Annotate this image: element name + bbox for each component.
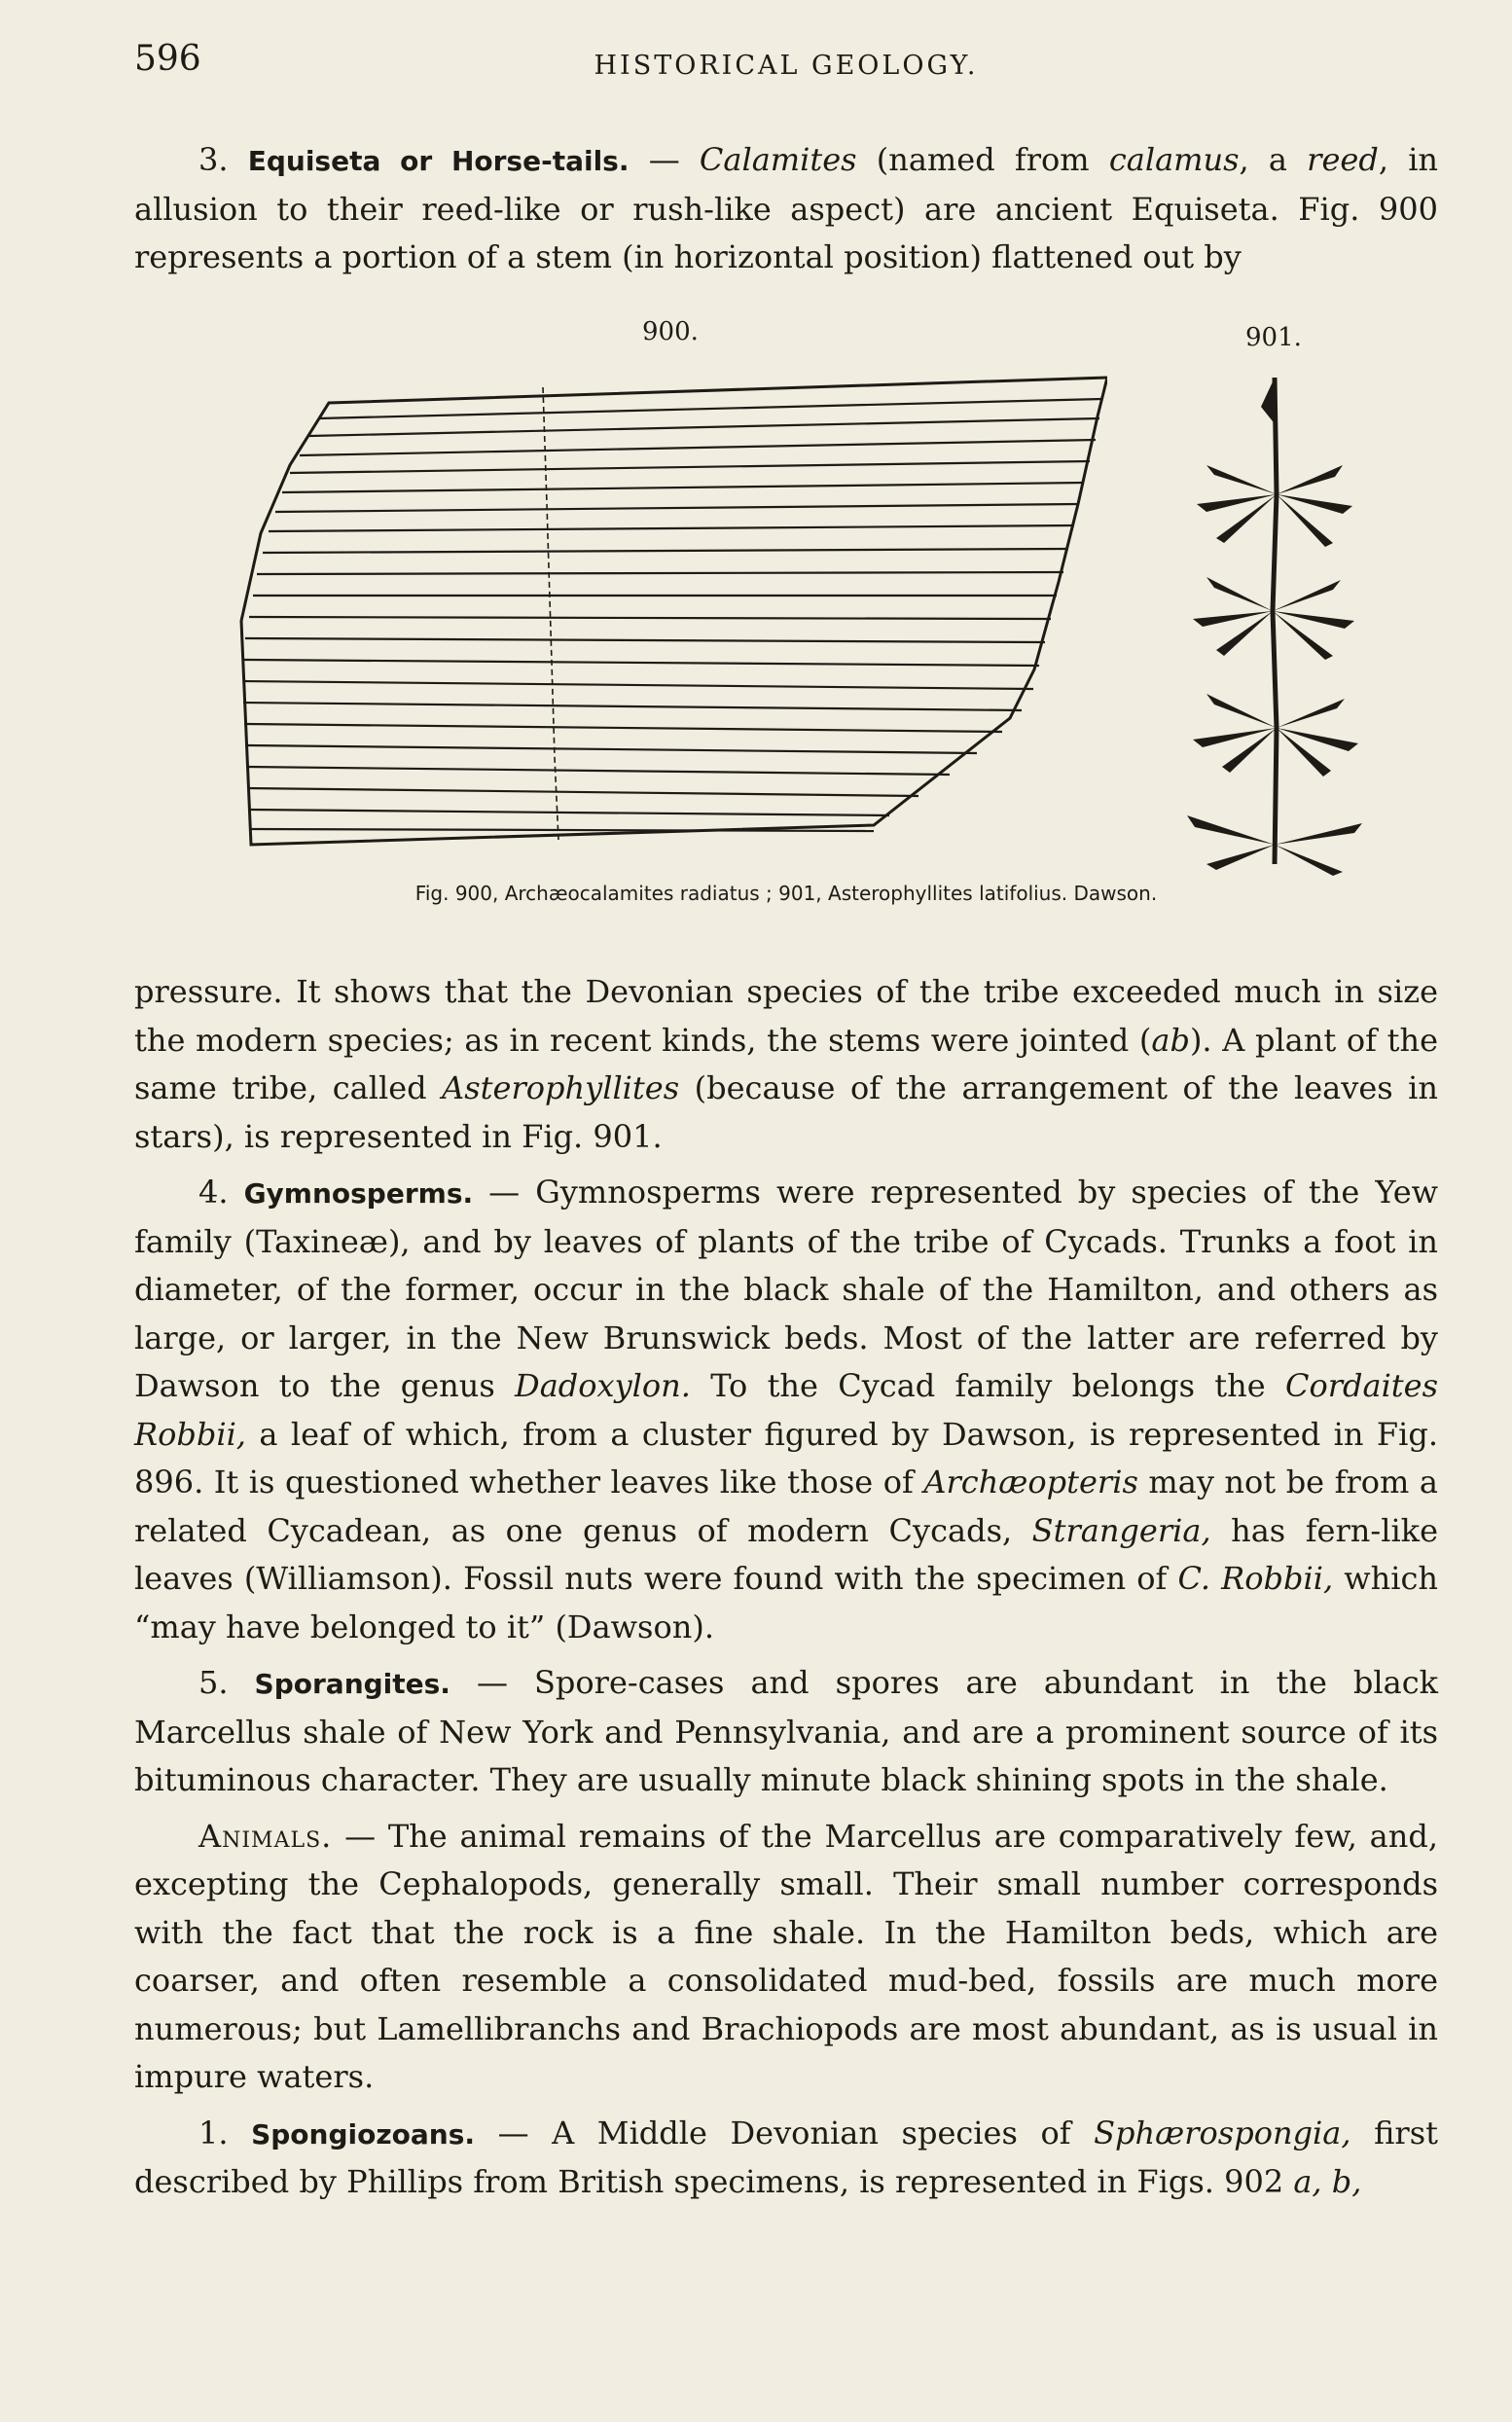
paragraph-equiseta: 3. Equiseta or Horse-tails. — Calamites (named from calamus, a reed, in allusion to their reed-like or rush-like aspect) are ancient Equiseta. Fig. 900 represents a portion of a stem (in horizontal position) flattened out by xyxy=(134,141,1439,275)
fig-901-asterophyllites xyxy=(1168,358,1382,884)
page-header xyxy=(134,39,1438,97)
paragraph-sporangites: 5. Sporangites. — Spore-cases and spores are abundant in the black Marcellus shale of New York and Pennsylvania, and are a prominent source of its bituminous character. They are usually minute black shining spots in the shale. xyxy=(134,1664,1439,1798)
paragraph-pressure: pressure. It shows that the Devonian species of the tribe exceeded much in size the modern species; as in recent kinds, the stems were jointed (ab). A plant of the same tribe, called Asterophyllites (because of the arrangement of the leaves in stars), is represented in Fig. 901. xyxy=(134,973,1439,1155)
section-heading: Animals. xyxy=(198,1817,333,1855)
section-heading: Spongiozoans. xyxy=(251,2117,476,2151)
fig-900-calamites-stem xyxy=(134,309,1107,854)
paragraph-animals: Animals. — The animal remains of the Marcellus are comparatively few, and, excepting the Cephalopods, generally small. Their small number corresponds with the fact that the rock is a fine shale. In the Hamilton beds, which are coarser, and often resemble a consolidated mud-bed, fossils are much more numerous; but Lamellibranchs and Brachiopods are most abundant, as is usual in impure waters. xyxy=(134,1817,1439,2095)
fig-901-label: 901. xyxy=(1245,323,1302,352)
section-heading: Equiseta or Horse-tails. xyxy=(247,145,630,177)
section-heading: Sporangites. xyxy=(254,1668,450,1700)
figure-plate xyxy=(134,309,1438,932)
paragraph-gymnosperms: 4. Gymnosperms. — Gymnosperms were represented by species of the Yew family (Taxineæ), and by leaves of plants of the tribe of Cycads. Trunks a foot in diameter, of the former, occur in the black shale of the Hamilton, and others as large, or larger, in the New Brunswick beds. Most of the latter are referred by Dawson to the genus Dadoxylon. To the Cycad family belongs the Cordaites Robbii, a leaf of which, from a cluster figured by Dawson, is represented in Fig. 896. It is questioned whether leaves like those of Archæopteris may not be from a related Cycadean, as one genus of modern Cycads, Strangeria, has fern-like leaves (Williamson). Fossil nuts were found with the specimen of C. Robbii, which “may have belonged to it” (Dawson). xyxy=(134,1174,1439,1645)
text-block-top xyxy=(134,136,1438,290)
section-heading: Gymnosperms. xyxy=(243,1177,474,1210)
figure-caption: Fig. 900, Archæocalamites radiatus ; 901, Asterophyllites latifolius. Dawson. xyxy=(414,882,1158,905)
running-title: HISTORICAL GEOLOGY. xyxy=(594,51,979,81)
fig-900-label: 900. xyxy=(642,317,699,346)
text-block-main xyxy=(134,968,1438,2215)
paragraph-spongiozoans: 1. Spongiozoans. — A Middle Devonian species of Sphærospongia, first described by Phillips from British specimens, is represented in Figs. 902 a, b, xyxy=(134,2114,1439,2200)
page-number: 596 xyxy=(134,39,201,79)
